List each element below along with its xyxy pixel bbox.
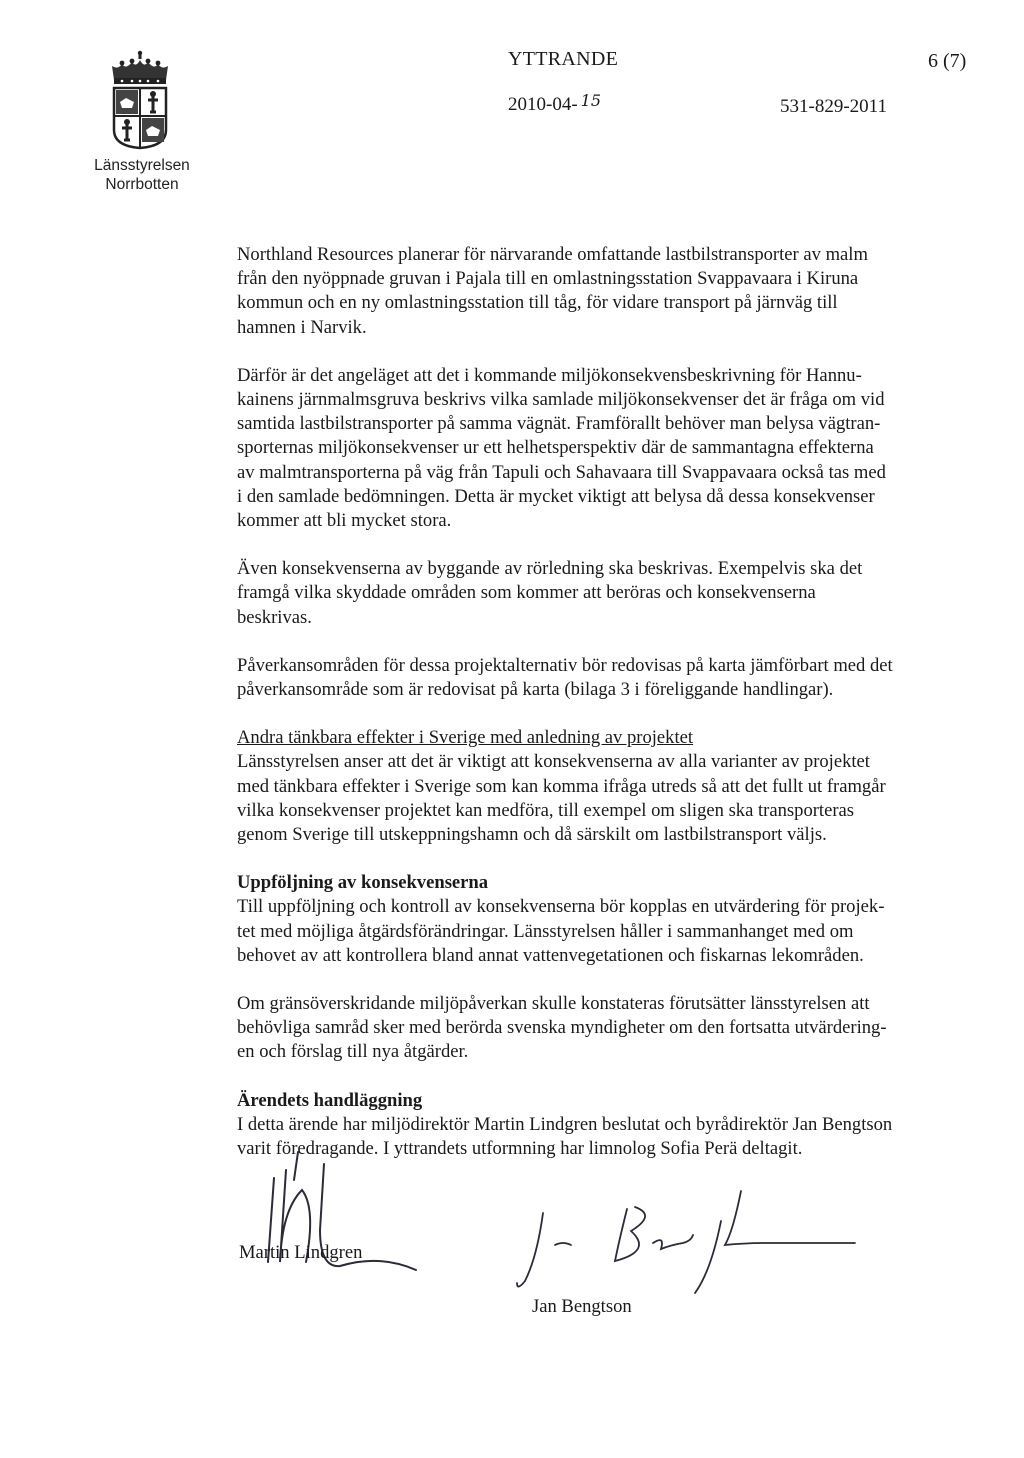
document-date (508, 91, 602, 116)
paragraph: I detta ärende har miljödirektör Martin Lindgren beslutat och byrådirektör Jan Bengtson varit föredragande. I yttrandets utformning har limnolog Sofia Perä deltagit. (237, 1113, 893, 1160)
section-heading: Andra tänkbara effekter i Sverige med anledning av projektet (237, 727, 694, 749)
signature-block (230, 1140, 930, 1340)
letter-body (237, 243, 977, 1161)
date-handwritten: 15 (580, 91, 602, 110)
agency-line-1: Länsstyrelsen (94, 157, 190, 174)
signatory-name: Jan Bengtson (532, 1296, 632, 1317)
section-heading: Uppföljning av konsekvenserna (237, 872, 489, 894)
document-type: YTTRANDE (508, 48, 619, 70)
signature-lindgren (240, 1150, 440, 1300)
reference-number: 531-829-2011 (780, 96, 887, 117)
date-printed: 2010-04- (508, 94, 578, 115)
signature-bengtson (515, 1185, 865, 1295)
paragraph: Påverkansområden för dessa projektalternativ bör redovisas på karta jämförbart med det påverkansområde som är redovisat på karta (bilaga 3 i föreliggande handlingar). (237, 654, 893, 701)
paragraph: Northland Resources planerar för närvarande omfattande lastbilstransporter av malm från den nyöppnade gruvan i Pajala till en omlastningsstation Svappavaara i Kiruna kommun och en ny omlastningsstation till tåg, för vidare transport på järnväg till hamnen i Narvik. (237, 244, 868, 338)
page-number: 6 (7) (928, 50, 967, 72)
section-heading: Ärendets handläggning (237, 1089, 423, 1111)
paragraph: Länsstyrelsen anser att det är viktigt att konsekvenserna av alla varianter av projektet med tänkbara effekter i Sverige som kan komma ifråga utreds så att det fullt ut framgår vilka konsekvenser projektet kan medföra, till exempel om sligen ska transporteras genom Sverige till utskeppningshamn och då särskilt om lastbilstransport väljs. (237, 751, 886, 846)
agency-name (62, 156, 222, 194)
paragraph: Till uppföljning och kontroll av konsekvenserna bör kopplas en utvärdering för projek- tet med möjliga åtgärdsförändringar. Länsstyrelsen håller i sammanhanget med om behovet av att kontrollera bland annat vattenvegetationen och fiskarnas lekområden. (237, 896, 885, 966)
paragraph: Även konsekvenserna av byggande av rörledning ska beskrivas. Exempelvis ska det framgå vilka skyddade områden som kommer att beröras och konsekvenserna beskrivas. (237, 558, 863, 628)
paragraph: Därför är det angeläget att det i kommande miljökonsekvensbeskrivning för Hannu- kainens järnmalmsgruva beskrivs vilka samlade miljökonsekvenser det är fråga om vid samtida lastbilstransporter på samma vägnät. Framförallt behöver man belysa vägtran- sporternas miljökonsekvenser ur ett helhetsperspektiv där de sammantagna effekterna av malmtransporterna på väg från Tapuli och Sahavaara till Svappavaara också tas med i den samlade bedömningen. Detta är mycket viktigt att belysa då dessa konsekvenser kommer att bli mycket stora. (237, 364, 886, 532)
paragraph: Om gränsöverskridande miljöpåverkan skulle konstateras förutsätter länsstyrelsen att behövliga samråd sker med berörda svenska myndigheter om den fortsatta utvärdering- en och förslag till nya åtgärder. (237, 993, 887, 1063)
coat-of-arms-icon (108, 50, 172, 150)
agency-line-2: Norrbotten (105, 176, 179, 193)
signatory-name: Martin Lindgren (239, 1242, 363, 1263)
